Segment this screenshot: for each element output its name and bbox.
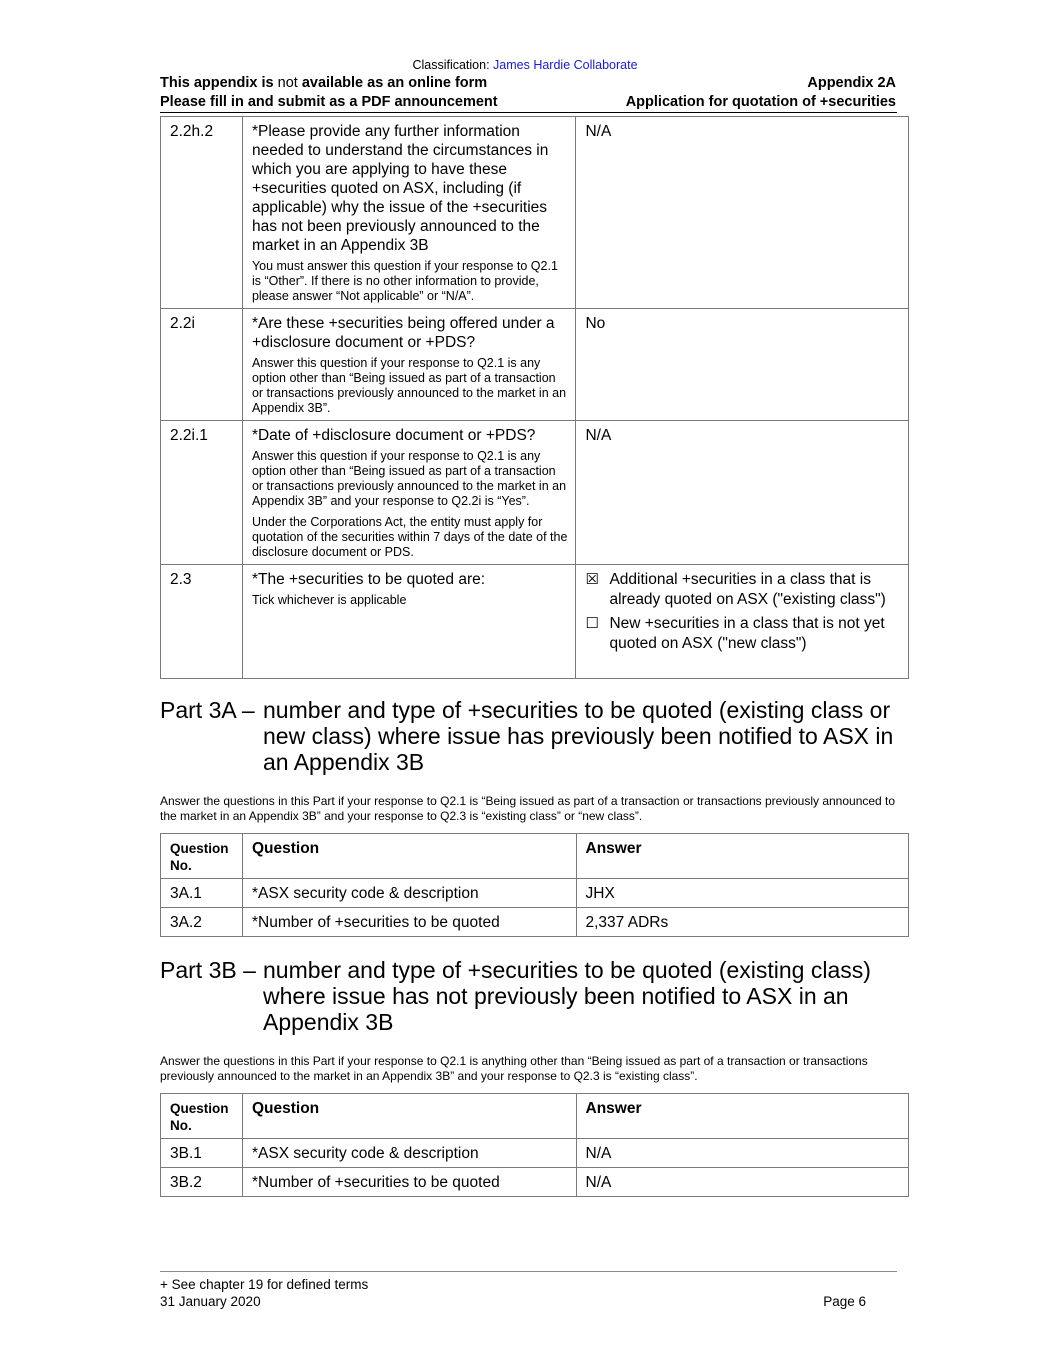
table-row — [161, 117, 909, 309]
answer-cell: No — [576, 309, 909, 421]
table-row — [161, 309, 909, 421]
defined-terms-note: + See chapter 19 for defined terms — [160, 1277, 369, 1292]
classification-label: Classification: — [412, 58, 494, 72]
question-text: *ASX security code & description — [242, 1139, 576, 1168]
header-left-line1-a: This appendix is — [160, 75, 278, 91]
question-text: *Number of +securities to be quoted — [242, 908, 576, 937]
question-cell — [242, 309, 576, 421]
part3a-note: Answer the questions in this Part if your response to Q2.1 is “Being issued as part of a transaction or transactions previously announced to the market in an Appendix 3B” and your response to Q2.3 is “existing class” or “new class”. — [160, 794, 896, 823]
part3b-title: number and type of +securities to be quoted (existing class) where issue has not previously been notified to ASX in an Appendix 3B — [263, 957, 871, 1035]
part3a-label: Part 3A – — [160, 697, 255, 723]
column-header-question: Question — [242, 834, 576, 879]
page-footer — [160, 1276, 866, 1310]
question-no: 3B.1 — [161, 1139, 243, 1168]
question-text: *Number of +securities to be quoted — [242, 1168, 576, 1197]
answer-cell: JHX — [576, 879, 909, 908]
header-left-line2: Please fill in and submit as a PDF announcement — [160, 94, 498, 110]
option-new-class[interactable] — [585, 614, 900, 653]
question-text: *Please provide any further information needed to understand the circumstances in which you are applying to have these +securities quoted on ASX, including (if applicable) why the issue of the +securities has not been previously announced to the market in an Appendix 3B — [251, 123, 549, 254]
question-no: 3B.2 — [161, 1168, 243, 1197]
question-text: *The +securities to be quoted are: — [251, 571, 486, 588]
part2-table — [160, 116, 909, 679]
question-text: *Are these +securities being offered under a +disclosure document or +PDS? — [251, 315, 555, 351]
footer-divider — [160, 1271, 897, 1272]
answer-cell: N/A — [576, 421, 909, 565]
question-note: You must answer this question if your response to Q2.1 is “Other”. If there is no other information to provide, please answer “Not applicable” or “N/A”. — [251, 259, 558, 303]
question-no: 3A.2 — [161, 908, 243, 937]
part3b-note: Answer the questions in this Part if your response to Q2.1 is anything other than “Being issued as part of a transaction or transactions previously announced to the market in an Appendix 3B” and your response to Q2.3 is “existing class”. — [160, 1054, 868, 1083]
question-note: Tick whichever is applicable — [251, 593, 407, 607]
header-divider — [160, 112, 897, 113]
answer-cell: 2,337 ADRs — [576, 908, 909, 937]
classification-banner — [160, 58, 890, 72]
answer-cell: N/A — [576, 1168, 909, 1197]
question-no: 2.2h.2 — [161, 117, 243, 309]
classification-value: James Hardie Collaborate — [493, 58, 638, 72]
page-number: Page 6 — [823, 1294, 866, 1309]
header-left — [160, 74, 498, 112]
table-header-row — [161, 834, 909, 879]
option-label: Additional +securities in a class that is already quoted on ASX ("existing class") — [609, 571, 886, 608]
header-left-line1-c: available as an online form — [297, 75, 488, 91]
part3b-heading — [160, 957, 910, 1035]
column-header-answer: Answer — [576, 834, 909, 879]
question-no: 3A.1 — [161, 879, 243, 908]
question-no: 2.2i — [161, 309, 243, 421]
question-note: Answer this question if your response to Q2.1 is any option other than “Being issued as part of a transaction or transactions previously announced to the market in an Appendix 3B”. — [251, 356, 567, 415]
table-row — [161, 879, 909, 908]
column-header-answer: Answer — [576, 1094, 909, 1139]
question-text: *ASX security code & description — [242, 879, 576, 908]
appendix-subtitle: Application for quotation of +securities — [625, 94, 896, 110]
part3a-title: number and type of +securities to be quoted (existing class or new class) where issue has previously been notified to ASX in an Appendix 3B — [263, 697, 894, 775]
table-row — [161, 1168, 909, 1197]
appendix-title: Appendix 2A — [807, 75, 896, 91]
table-row — [161, 1139, 909, 1168]
checkbox-checked-icon[interactable]: ☒ — [585, 571, 599, 588]
question-cell — [242, 117, 576, 309]
option-existing-class[interactable] — [585, 570, 900, 609]
column-header-question-no: Question No. — [161, 834, 243, 879]
option-label: New +securities in a class that is not yet quoted on ASX ("new class") — [609, 615, 885, 652]
table-row — [161, 565, 909, 679]
question-note: Answer this question if your response to Q2.1 is any option other than “Being issued as part of a transaction or transactions previously announced to the market in an Appendix 3B” and your response to Q2.2i is “Yes”. — [251, 449, 567, 508]
answer-cell: N/A — [576, 117, 909, 309]
part3b-table — [160, 1093, 909, 1197]
table-header-row — [161, 1094, 909, 1139]
question-note: Under the Corporations Act, the entity must apply for quotation of the securities within 7 days of the date of the disclosure document or PDS. — [251, 515, 568, 559]
question-cell — [242, 421, 576, 565]
header-right — [626, 74, 896, 112]
footer-date: 31 January 2020 — [160, 1294, 261, 1309]
answer-cell: N/A — [576, 1139, 909, 1168]
checkbox-unchecked-icon[interactable]: ☐ — [585, 615, 599, 632]
table-row — [161, 421, 909, 565]
column-header-question-no: Question No. — [161, 1094, 243, 1139]
part3b-label: Part 3B – — [160, 957, 256, 983]
part3a-table — [160, 833, 909, 937]
header-left-line1-b: not — [277, 75, 298, 91]
question-no: 2.2i.1 — [161, 421, 243, 565]
column-header-question: Question — [242, 1094, 576, 1139]
answer-cell — [576, 565, 909, 679]
table-row — [161, 908, 909, 937]
part3a-heading — [160, 697, 910, 775]
question-cell — [242, 565, 576, 679]
question-no: 2.3 — [161, 565, 243, 679]
question-text: *Date of +disclosure document or +PDS? — [251, 427, 536, 444]
